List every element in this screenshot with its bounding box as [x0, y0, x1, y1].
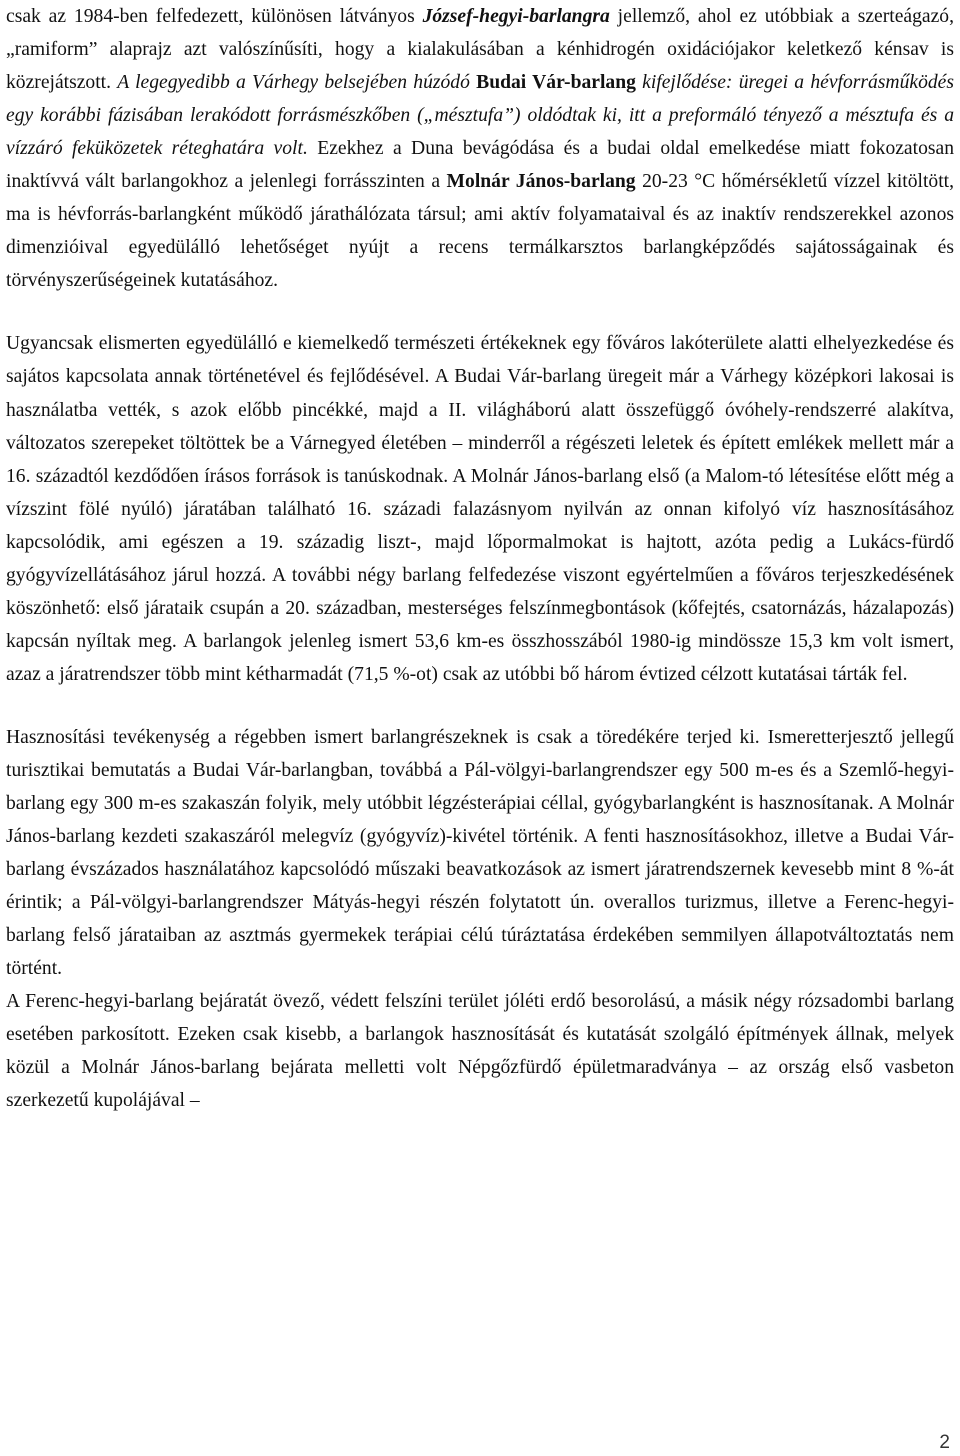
- text-run: jellemző, ahol ez utóbbiak a szerteágazó, „ramiform” alaprajz azt valószínűsíti, hogy a kialakulásában a kénhidrogén oxidációjakor keletkező kénsav is közrejátszott.: [6, 6, 954, 94]
- paragraph-utilization: Hasznosítási tevékenység a régebben ismert barlangrészeknek is csak a töredékére terjed ki. Ismeretterjesztő jellegű turisztikai bemutatás a Budai Vár-barlangban, továbbá a Pál-völgyi-barlangrendszer egy 500 m-es és a Szemlő-hegyi-barlang egy 300 m-es szakaszán folyik, mely utóbbit légzésterápiai céllal, gyógybarlangként is hasznosítanak. A Molnár János-barlang kezdeti szakaszáról melegvíz (gyógyvíz)-kivétel történik. A fenti hasznosításokhoz, illetve a Budai Vár-barlang évszázados használatához kapcsolódó műszaki beavatkozások az ismert járatrendszernek kevesebb mint 8 %-át érintik; a Pál-völgyi-barlangrendszer Mátyás-hegyi részén folytatott ún. overallos turizmus, illetve a Ferenc-hegyi-barlang felső járataiban az asztmás gyermekek terápiai célú túráztatása érdekében semmilyen állapotváltoztatás nem történt.: [6, 726, 954, 980]
- cave-name-budai-var: Budai Vár-barlang: [476, 72, 636, 94]
- text-run: Ezekhez a Duna bevágódása és a budai oldal emelkedése miatt fokozatosan inaktívvá vált barlangokhoz a jelenlegi forrásszinten a: [6, 138, 954, 193]
- text-run-italic: kifejlődése: üregei a hévforrásműködés egy korábbi fázisában lerakódott forrásmészkőben („mésztufa”) oldódtak ki, itt a preformáló tényező a mésztufa és a vízzáró feküközetek réteghatára volt.: [6, 72, 954, 160]
- text-run-italic: A legegyedibb a Várhegy belsejében húzódó: [117, 72, 477, 94]
- cave-name-molnar-janos: Molnár János-barlang: [446, 171, 636, 193]
- paragraph-thermal-caves: [6, 0, 954, 297]
- text-run: 20-23 °C hőmérsékletű vízzel kitöltött, ma is hévforrás-barlangként működő járathálózata társul; ami aktív folyamataival és az inaktív rendszerekkel azonos dimenzióival egyedülálló lehetőséget nyújt a recens termálkarsztos barlangképződés sajátosságainak és törvényszerűségeinek kutatásához.: [6, 171, 955, 292]
- paragraph-surface-areas: A Ferenc-hegyi-barlang bejáratát övező, védett felszíni terület jóléti erdő besorolású, a másik négy rózsadombi barlang esetében parkosított. Ezeken csak kisebb, a barlangok hasznosítását és kutatását szolgáló építmények állnak, melyek közül a Molnár János-barlang bejárata melletti volt Népgőzfürdő épületmaradványa – az ország első vasbeton szerkezetű kupolájával –: [6, 991, 954, 1112]
- cave-name-jozsef-hegyi: József-hegyi-barlangra: [422, 6, 610, 27]
- page-number: 2: [939, 1432, 950, 1453]
- document-page: [6, 0, 954, 1118]
- text-run: csak az 1984-ben felfedezett, különösen látványos: [6, 6, 423, 27]
- paragraph-history: Ugyancsak elismerten egyedülálló e kiemelkedő természeti értékeknek egy főváros lakóterülete alatti elhelyezkedése és sajátos kapcsolata annak történetével és fejlődésével. A Budai Vár-barlang üregeit már a Várhegy középkori lakosai is használatba vették, s azok előbb pincékké, majd a II. világháború alatt összefüggő óvóhely-rendszerré alakítva, változatos szerepeket töltöttek be a Várnegyed életében – minderről a régészeti leletek és épített emlékek mellett már a 16. századtól kezdődően írásos források is tanúskodnak. A Molnár János-barlang első (a Malom-tó létesítése előtt még a vízszint fölé nyúló) járatában található 16. századi falazásnyom nyilván az onnan kifolyó víz hasznosításához kapcsolódik, ami egészen a 19. századig liszt-, majd lőpormalmokat is hajtott, azóta pedig a Lukács-fürdő gyógyvízellátásához járul hozzá. A további négy barlang felfedezése viszont egyértelműen a főváros terjeszkedésének köszönhető: első járataik csupán a 20. században, mesterséges felszínmegbontások (kőfejtés, csatornázás, házalapozás) kapcsán nyíltak meg. A barlangok jelenleg ismert 53,6 km-es összhosszából 1980-ig mindössze 15,3 km volt ismert, azaz a járatrendszer több mint kétharmadát (71,5 %-ot) csak az utóbbi bő három évtized célzott kutatásai tárták fel.: [6, 333, 954, 685]
